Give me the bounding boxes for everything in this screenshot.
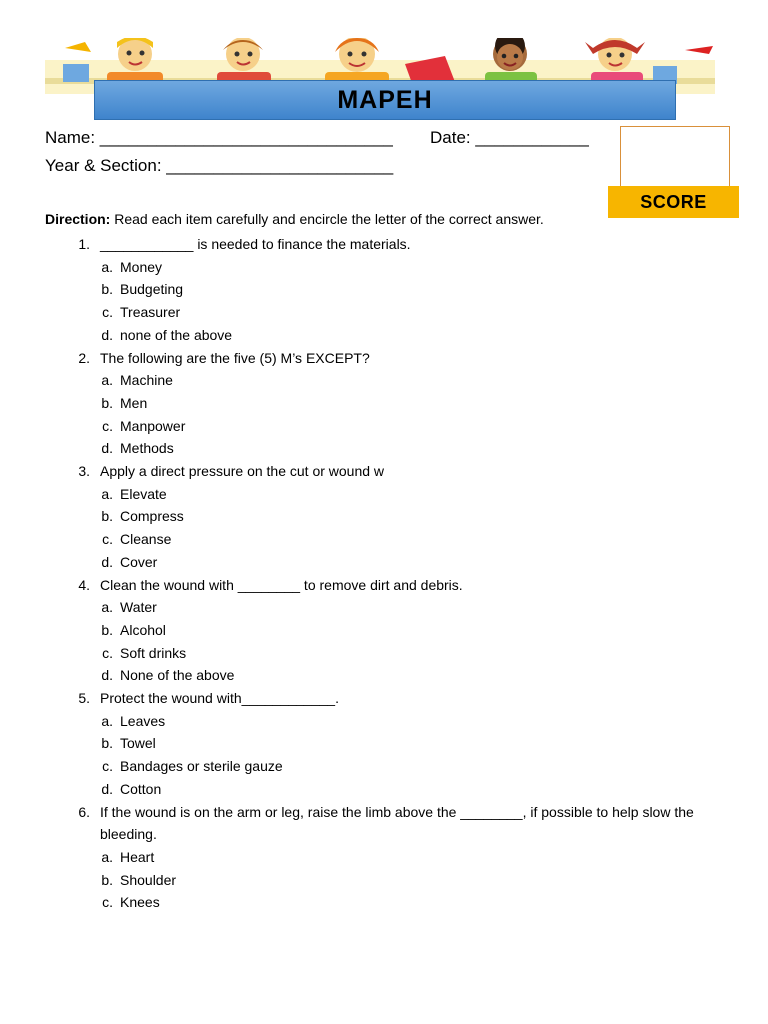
option-text: Treasurer (120, 304, 181, 321)
option-letter: d. (101, 326, 113, 343)
option-letter: a. (101, 848, 113, 865)
option-3d[interactable] (45, 551, 735, 574)
option-letter: b. (101, 871, 113, 888)
option-4b[interactable] (45, 619, 735, 642)
question-text: Protect the wound with____________. (100, 690, 339, 707)
option-text: Money (120, 258, 163, 275)
option-letter: d. (101, 667, 113, 684)
option-6c[interactable] (45, 891, 735, 914)
option-letter: a. (101, 712, 113, 729)
name-field[interactable]: Name: _______________________________ (45, 128, 393, 147)
option-1a[interactable] (45, 256, 735, 279)
option-text: Compress (120, 508, 184, 525)
option-3a[interactable] (45, 483, 735, 506)
option-text: Alcohol (120, 621, 166, 638)
option-letter: c. (102, 417, 113, 434)
option-text: Shoulder (120, 871, 177, 888)
option-4d[interactable] (45, 664, 735, 687)
option-5d[interactable] (45, 778, 735, 801)
question-text: The following are the five (5) M’s EXCEPT? (100, 349, 370, 366)
question-5 (45, 687, 735, 710)
question-text: ____________ is needed to finance the materials. (100, 236, 411, 252)
option-letter: a. (101, 372, 113, 389)
option-text: None of the above (120, 667, 235, 684)
option-4a[interactable] (45, 596, 735, 619)
option-text: Men (120, 394, 148, 411)
option-text: Machine (120, 372, 173, 389)
page-title: MAPEH (337, 85, 433, 114)
option-text: Towel (120, 735, 156, 752)
direction-body: Read each item carefully and encircle the letter of the correct answer. (110, 211, 544, 227)
option-text: Water (120, 599, 157, 616)
question-text: Apply a direct pressure on the cut or wound w (100, 463, 385, 480)
option-3c[interactable] (45, 528, 735, 551)
option-letter: c. (102, 304, 113, 321)
question-number: 4. (78, 576, 90, 593)
question-4 (45, 574, 735, 597)
question-text: Clean the wound with ________ to remove dirt and debris. (100, 576, 463, 593)
option-text: Bandages or sterile gauze (120, 758, 283, 775)
option-text: Cover (120, 553, 158, 570)
option-letter: c. (102, 758, 113, 775)
date-field[interactable]: Date: ____________ (430, 128, 589, 147)
option-5c[interactable] (45, 755, 735, 778)
option-2a[interactable] (45, 369, 735, 392)
option-text: none of the above (120, 326, 233, 343)
option-text: Cleanse (120, 531, 172, 548)
score-label: SCORE (608, 186, 739, 218)
question-number: 3. (78, 463, 90, 480)
question-6-continuation (45, 823, 735, 846)
option-text: Leaves (120, 712, 166, 729)
option-letter: a. (101, 599, 113, 616)
option-letter: d. (101, 440, 113, 457)
question-1 (45, 233, 735, 256)
option-text: Knees (120, 894, 160, 911)
option-1b[interactable] (45, 278, 735, 301)
option-4c[interactable] (45, 642, 735, 665)
option-letter: b. (101, 394, 113, 411)
option-letter: c. (102, 644, 113, 661)
option-6a[interactable] (45, 846, 735, 869)
option-letter: d. (101, 553, 113, 570)
option-letter: b. (101, 508, 113, 525)
option-letter: b. (101, 735, 113, 752)
option-5a[interactable] (45, 710, 735, 733)
option-2c[interactable] (45, 415, 735, 438)
question-2 (45, 347, 735, 370)
option-letter: c. (102, 531, 113, 548)
option-text: Elevate (120, 485, 167, 502)
option-5b[interactable] (45, 732, 735, 755)
option-letter: a. (101, 258, 113, 275)
question-text-continued: bleeding. (100, 826, 157, 843)
option-text: Cotton (120, 780, 162, 797)
option-3b[interactable] (45, 505, 735, 528)
option-text: Manpower (120, 417, 186, 434)
direction-text (45, 211, 544, 227)
option-text: Methods (120, 440, 174, 457)
option-text: Budgeting (120, 281, 184, 298)
question-3 (45, 460, 735, 483)
option-letter: d. (101, 780, 113, 797)
option-2d[interactable] (45, 437, 735, 460)
year-section-field[interactable]: Year & Section: ________________________ (45, 156, 394, 175)
question-number: 6. (78, 803, 90, 820)
direction-label: Direction: (45, 211, 111, 227)
option-letter: c. (102, 894, 113, 911)
option-letter: b. (101, 281, 113, 298)
score-box[interactable] (620, 126, 730, 189)
question-6 (45, 801, 735, 824)
option-1c[interactable] (45, 301, 735, 324)
question-number: 2. (78, 349, 90, 366)
option-letter: a. (101, 485, 113, 502)
option-2b[interactable] (45, 392, 735, 415)
option-letter: b. (101, 621, 113, 638)
question-list (45, 233, 735, 914)
option-text: Heart (120, 848, 155, 865)
option-text: Soft drinks (120, 644, 187, 661)
title-banner (94, 80, 676, 120)
question-text: If the wound is on the arm or leg, raise the limb above the ________, if possible to help slow the (100, 803, 694, 820)
question-number: 1. (78, 236, 90, 252)
option-1d[interactable] (45, 324, 735, 347)
option-6b[interactable] (45, 869, 735, 892)
question-number: 5. (78, 690, 90, 707)
